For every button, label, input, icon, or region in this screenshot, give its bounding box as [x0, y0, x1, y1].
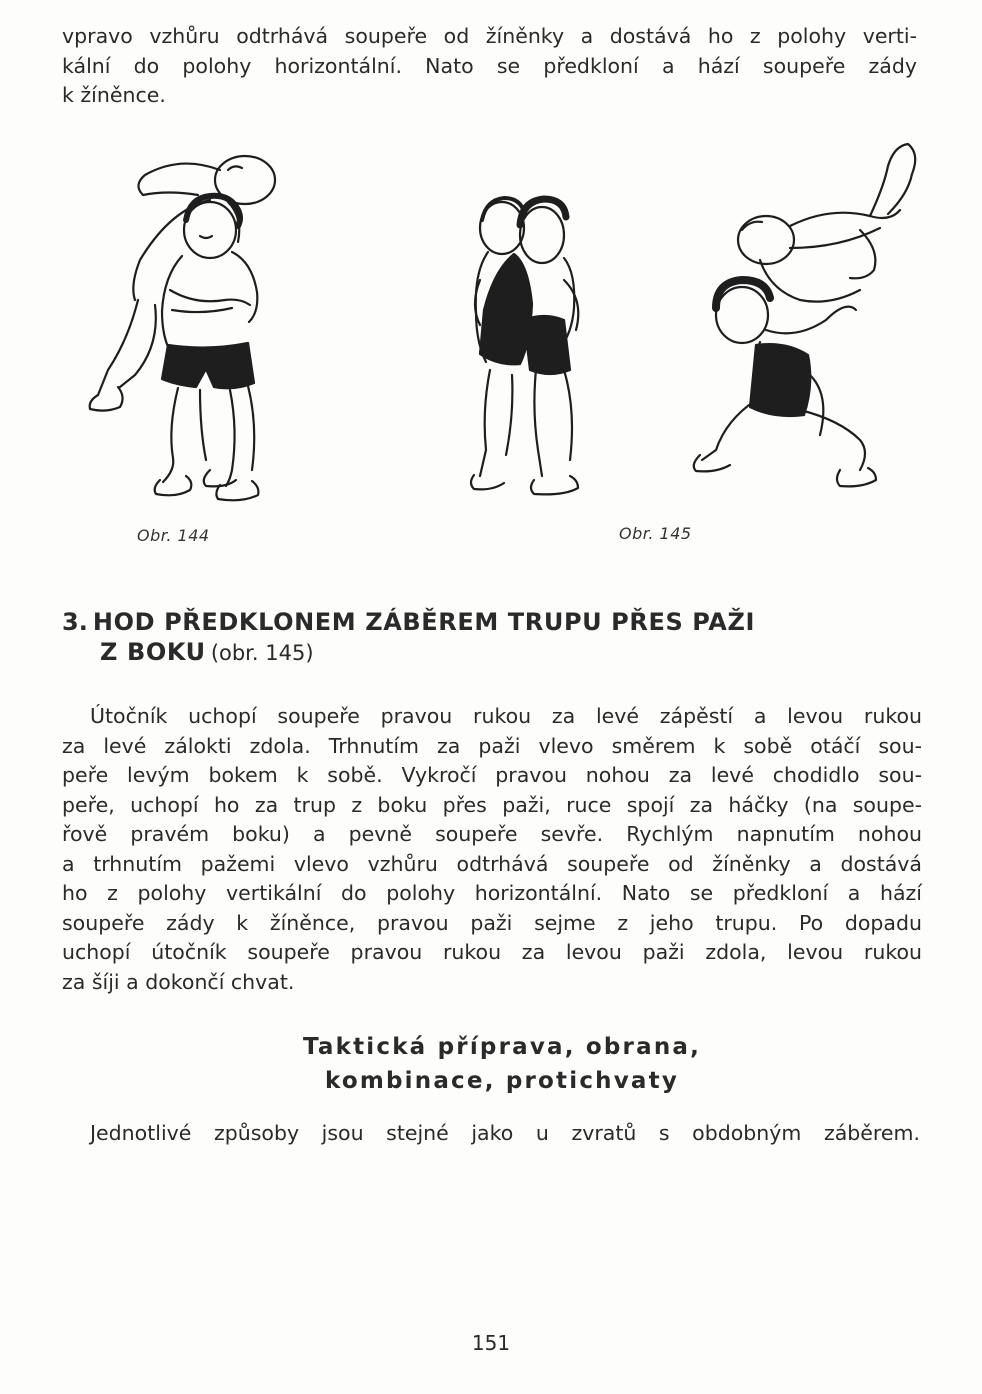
- text-line: za levé zálokti zdola. Trhnutím za paži vlevo směrem k sobě otáčí sou-: [62, 733, 922, 758]
- section-heading: [62, 608, 882, 666]
- page-number: 151: [471, 1331, 511, 1355]
- text-line: vpravo vzhůru odtrhává soupeře od žíněnky a dostává ho z polohy verti-: [62, 24, 917, 48]
- text-line: k žíněnce.: [62, 83, 166, 107]
- intro-paragraph: [62, 22, 917, 111]
- closing-paragraph: Jednotlivé způsoby jsou stejné jako u zvratů s obdobným záběrem.: [90, 1121, 920, 1145]
- text-line: soupeře zády k žíněnce, pravou paži sejme z jeho trupu. Po dopadu: [62, 910, 922, 935]
- section-title-line1: HOD PŘEDKLONEM ZÁBĚREM TRUPU PŘES PAŽI: [92, 608, 755, 636]
- text-line: kální do polohy horizontální. Nato se předkloní a hází soupeře zády: [62, 53, 917, 78]
- subheading-line2: kombinace, protichvaty: [324, 1068, 680, 1094]
- body-paragraph: [62, 702, 922, 997]
- text-line: peře levým bokem k sobě. Vykročí pravou nohou za levé chodidlo sou-: [62, 763, 922, 787]
- section-number: 3.: [62, 608, 88, 636]
- text-line: ho z polohy vertikální do polohy horizontální. Nato se předkloní a hází: [62, 881, 922, 905]
- subheading-line1: Taktická příprava, obrana,: [302, 1034, 702, 1060]
- section-title-line2: Z BOKU: [100, 638, 206, 666]
- text-line: za šíji a dokončí chvat.: [62, 969, 295, 994]
- figure-144-illustration: [60, 140, 360, 510]
- section-figure-reference: (obr. 145): [210, 641, 314, 665]
- text-line: Útočník uchopí soupeře pravou rukou za levé zápěstí a levou rukou: [90, 704, 922, 728]
- figure-145-caption: Obr. 145: [619, 524, 692, 543]
- figure-144-caption: Obr. 144: [137, 526, 210, 545]
- subheading: [0, 1030, 982, 1098]
- text-line: řově pravém boku) a pevně soupeře sevře. Rychlým napnutím nohou: [62, 822, 922, 846]
- text-line: peře, uchopí ho za trup z boku přes paži, ruce spojí za háčky (na soupe-: [62, 792, 922, 817]
- text-line: uchopí útočník soupeře pravou rukou za levou paži zdola, levou rukou: [62, 940, 922, 964]
- text-line: a trhnutím pažemi vlevo vzhůru odtrhává soupeře od žíněnky a dostává: [62, 851, 922, 876]
- figure-145-illustration: [460, 130, 930, 510]
